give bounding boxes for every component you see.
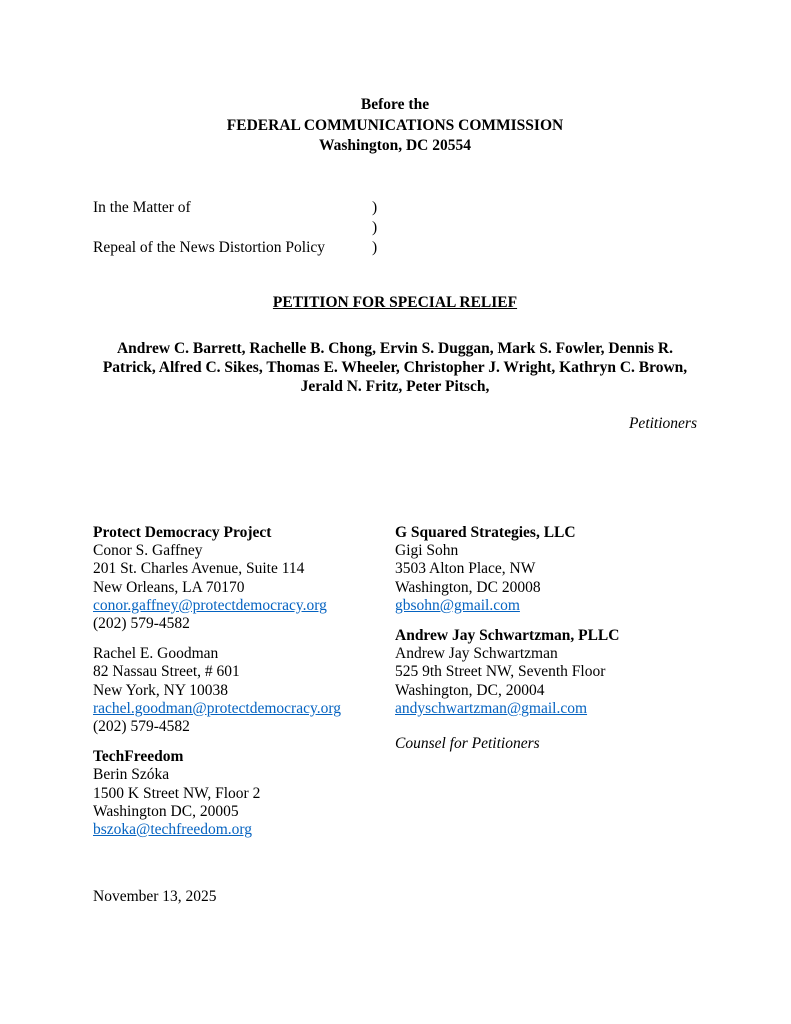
counsel-org-name: TechFreedom <box>93 748 184 766</box>
court-header-before: Before the <box>360 96 430 113</box>
counsel-address-line: 3503 Alton Place, NW <box>395 560 536 578</box>
counsel-phone: (202) 579-4582 <box>93 614 190 632</box>
caption-paren: ) <box>372 198 378 216</box>
counsel-block-g-squared <box>395 524 697 615</box>
email-link[interactable]: gbsohn@gmail.com <box>395 596 520 614</box>
counsel-address-line: 82 Nassau Street, # 601 <box>93 663 240 681</box>
counsel-org-name: Protect Democracy Project <box>93 523 272 541</box>
counsel-address-line: Washington DC, 20005 <box>93 802 239 820</box>
counsel-block-techfreedom <box>93 748 395 839</box>
counsel-block-schwartzman <box>395 627 697 718</box>
counsel-person-name: Berin Szóka <box>93 766 170 784</box>
court-header <box>93 0 697 157</box>
petitioners-label: Petitioners <box>628 414 697 432</box>
caption-row <box>93 238 697 258</box>
case-caption <box>93 198 697 258</box>
counsel-block-protect-democracy <box>93 524 395 633</box>
counsel-person-name: Andrew Jay Schwartzman <box>395 645 558 663</box>
court-header-name: FEDERAL COMMUNICATIONS COMMISSION <box>226 116 564 134</box>
email-link[interactable]: andyschwartzman@gmail.com <box>395 699 588 717</box>
petition-title: PETITION FOR SPECIAL RELIEF <box>272 293 518 311</box>
email-link[interactable]: bszoka@techfreedom.org <box>93 820 253 838</box>
caption-label: Repeal of the News Distortion Policy <box>93 238 326 256</box>
counsel-address-line: New Orleans, LA 70170 <box>93 578 245 596</box>
counsel-org-name: G Squared Strategies, LLC <box>395 523 576 541</box>
counsel-person-name: Gigi Sohn <box>395 542 459 560</box>
counsel-person-name: Rachel E. Goodman <box>93 645 219 663</box>
counsel-columns <box>93 524 697 839</box>
counsel-address-line: Washington, DC 20008 <box>395 578 541 596</box>
counsel-for-label: Counsel for Petitioners <box>395 734 540 752</box>
caption-label: In the Matter of <box>93 198 191 216</box>
caption-row <box>93 218 697 238</box>
counsel-left-column <box>93 524 395 839</box>
counsel-address-line: 201 St. Charles Avenue, Suite 114 <box>93 560 305 578</box>
caption-label <box>93 218 372 238</box>
court-header-address: Washington, DC 20554 <box>318 137 472 154</box>
counsel-block-goodman <box>93 645 395 736</box>
counsel-person-name: Conor S. Gaffney <box>93 542 203 560</box>
counsel-address-line: New York, NY 10038 <box>93 681 229 699</box>
filing-date: November 13, 2025 <box>93 888 217 906</box>
petitioner-names: Andrew C. Barrett, Rachelle B. Chong, Ervin S. Duggan, Mark S. Fowler, Dennis R. Patrick, Alfred C. Sikes, Thomas E. Wheeler, Christopher J. Wright, Kathryn C. Brown, Jerald N. Fritz, Peter Pitsch, <box>102 339 688 395</box>
counsel-address-line: 1500 K Street NW, Floor 2 <box>93 784 261 802</box>
counsel-right-column <box>395 524 697 839</box>
counsel-phone: (202) 579-4582 <box>93 717 190 735</box>
email-link[interactable]: conor.gaffney@protectdemocracy.org <box>93 596 327 614</box>
counsel-address-line: 525 9th Street NW, Seventh Floor <box>395 663 606 681</box>
email-link[interactable]: rachel.goodman@protectdemocracy.org <box>93 699 341 717</box>
caption-paren: ) <box>372 238 378 256</box>
counsel-address-line: Washington, DC, 20004 <box>395 681 545 699</box>
counsel-org-name: Andrew Jay Schwartzman, PLLC <box>395 626 620 644</box>
caption-paren: ) <box>372 218 378 236</box>
caption-row <box>93 198 697 218</box>
